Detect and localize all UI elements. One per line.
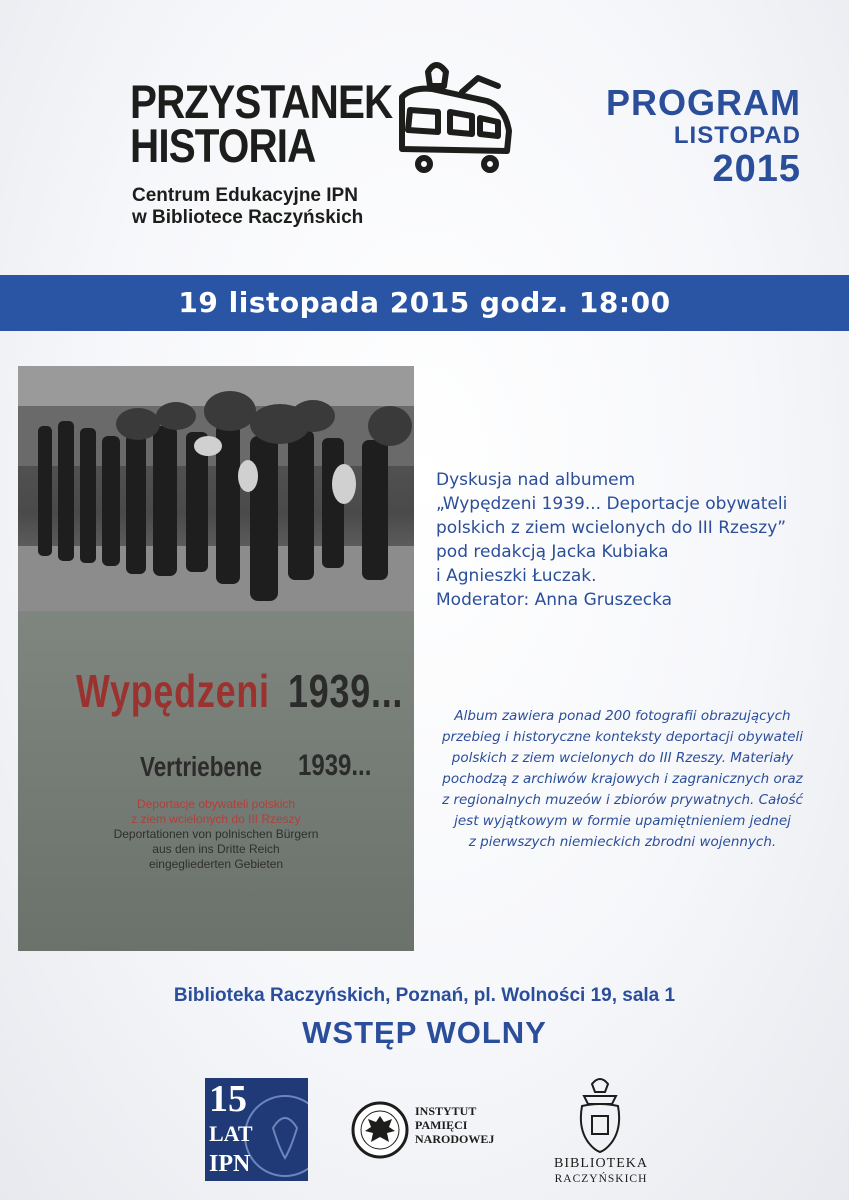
cover-subtitle-de-3: eingegliederten Gebieten: [148, 857, 284, 871]
album-text-line: z pierwszych niemieckich zbrodni wojennych.: [468, 834, 777, 850]
album-text-line: jest wyjątkowym w formie upamiętnieniem jednej: [454, 813, 791, 829]
book-cover: [18, 366, 414, 951]
cover-subtitle-pl-2: z ziem wcielonych do III Rzeszy: [131, 812, 301, 826]
cover-title-german-year: 1939...: [298, 749, 372, 782]
album-text-line: przebieg i historyczne konteksty deportacji obywateli: [441, 729, 804, 745]
ipn15-ipn: IPN: [209, 1151, 251, 1177]
cover-title-german: Vertriebene: [140, 751, 263, 782]
ipn15-number: 15: [209, 1078, 247, 1120]
institute-name-line3: NARODOWEJ: [415, 1132, 495, 1146]
description-line: Dyskusja nad albumem: [436, 470, 636, 490]
cover-subtitle-de-1: Deportationen von polnischen Bürgern: [113, 827, 319, 841]
description-line: pod redakcją Jacka Kubiaka: [436, 542, 669, 562]
album-text-line: polskich z ziem wcielonych do III Rzeszy. Materiały: [451, 750, 794, 766]
album-text-line: z regionalnych muzeów i zbiorów prywatnych. Całość: [442, 792, 803, 808]
brand-subtitle-line1: Centrum Edukacyjne IPN: [132, 185, 358, 206]
brand-title-line2: HISTORIA: [130, 119, 316, 172]
brand-subtitle-line2: w Bibliotece Raczyńskich: [132, 207, 364, 228]
cover-title: Wypędzeni: [76, 665, 270, 717]
tram-icon: [390, 52, 515, 177]
event-date-banner: 19 listopada 2015 godz. 18:00: [0, 275, 849, 331]
library-name-line1: BIBLIOTEKA: [554, 1156, 648, 1171]
program-month: LISTOPAD: [673, 122, 801, 149]
ipn-eagle-seal-icon: [350, 1100, 410, 1160]
description-line: i Agnieszki Łuczak.: [436, 566, 597, 586]
deportation-photo: [18, 366, 414, 611]
album-text-line: Album zawiera ponad 200 fotografii obrazujących: [454, 708, 791, 724]
library-crest-icon: [570, 1074, 630, 1156]
institute-name-line2: PAMIĘCI: [415, 1118, 468, 1132]
institute-name-line1: INSTYTUT: [415, 1104, 477, 1118]
admission-free: WSTĘP WOLNY: [302, 1015, 547, 1050]
deportation-photo-illustration: [18, 366, 414, 611]
venue-address: Biblioteka Raczyńskich, Poznań, pl. Wolności 19, sala 1: [173, 985, 676, 1006]
library-name-line2: RACZYŃSKICH: [554, 1173, 648, 1185]
description-line: polskich z ziem wcielonych do III Rzeszy”: [436, 518, 787, 538]
cover-subtitle-pl-1: Deportacje obywateli polskich: [136, 797, 296, 811]
ipn-15-years-logo: [205, 1078, 308, 1181]
description-line: „Wypędzeni 1939... Deportacje obywateli: [436, 494, 788, 514]
cover-subtitle-de-2: aus den ins Dritte Reich: [152, 842, 280, 856]
description-line: Moderator: Anna Gruszecka: [436, 590, 673, 610]
album-text-line: pochodzą z archiwów krajowych i zagranicznych oraz: [442, 771, 803, 787]
ipn15-lat: LAT: [209, 1121, 253, 1146]
brand-title-line1: PRZYSTANEK: [130, 75, 393, 128]
program-year: 2015: [712, 148, 801, 190]
cover-title-year: 1939...: [288, 665, 404, 717]
program-label: PROGRAM: [606, 82, 801, 123]
